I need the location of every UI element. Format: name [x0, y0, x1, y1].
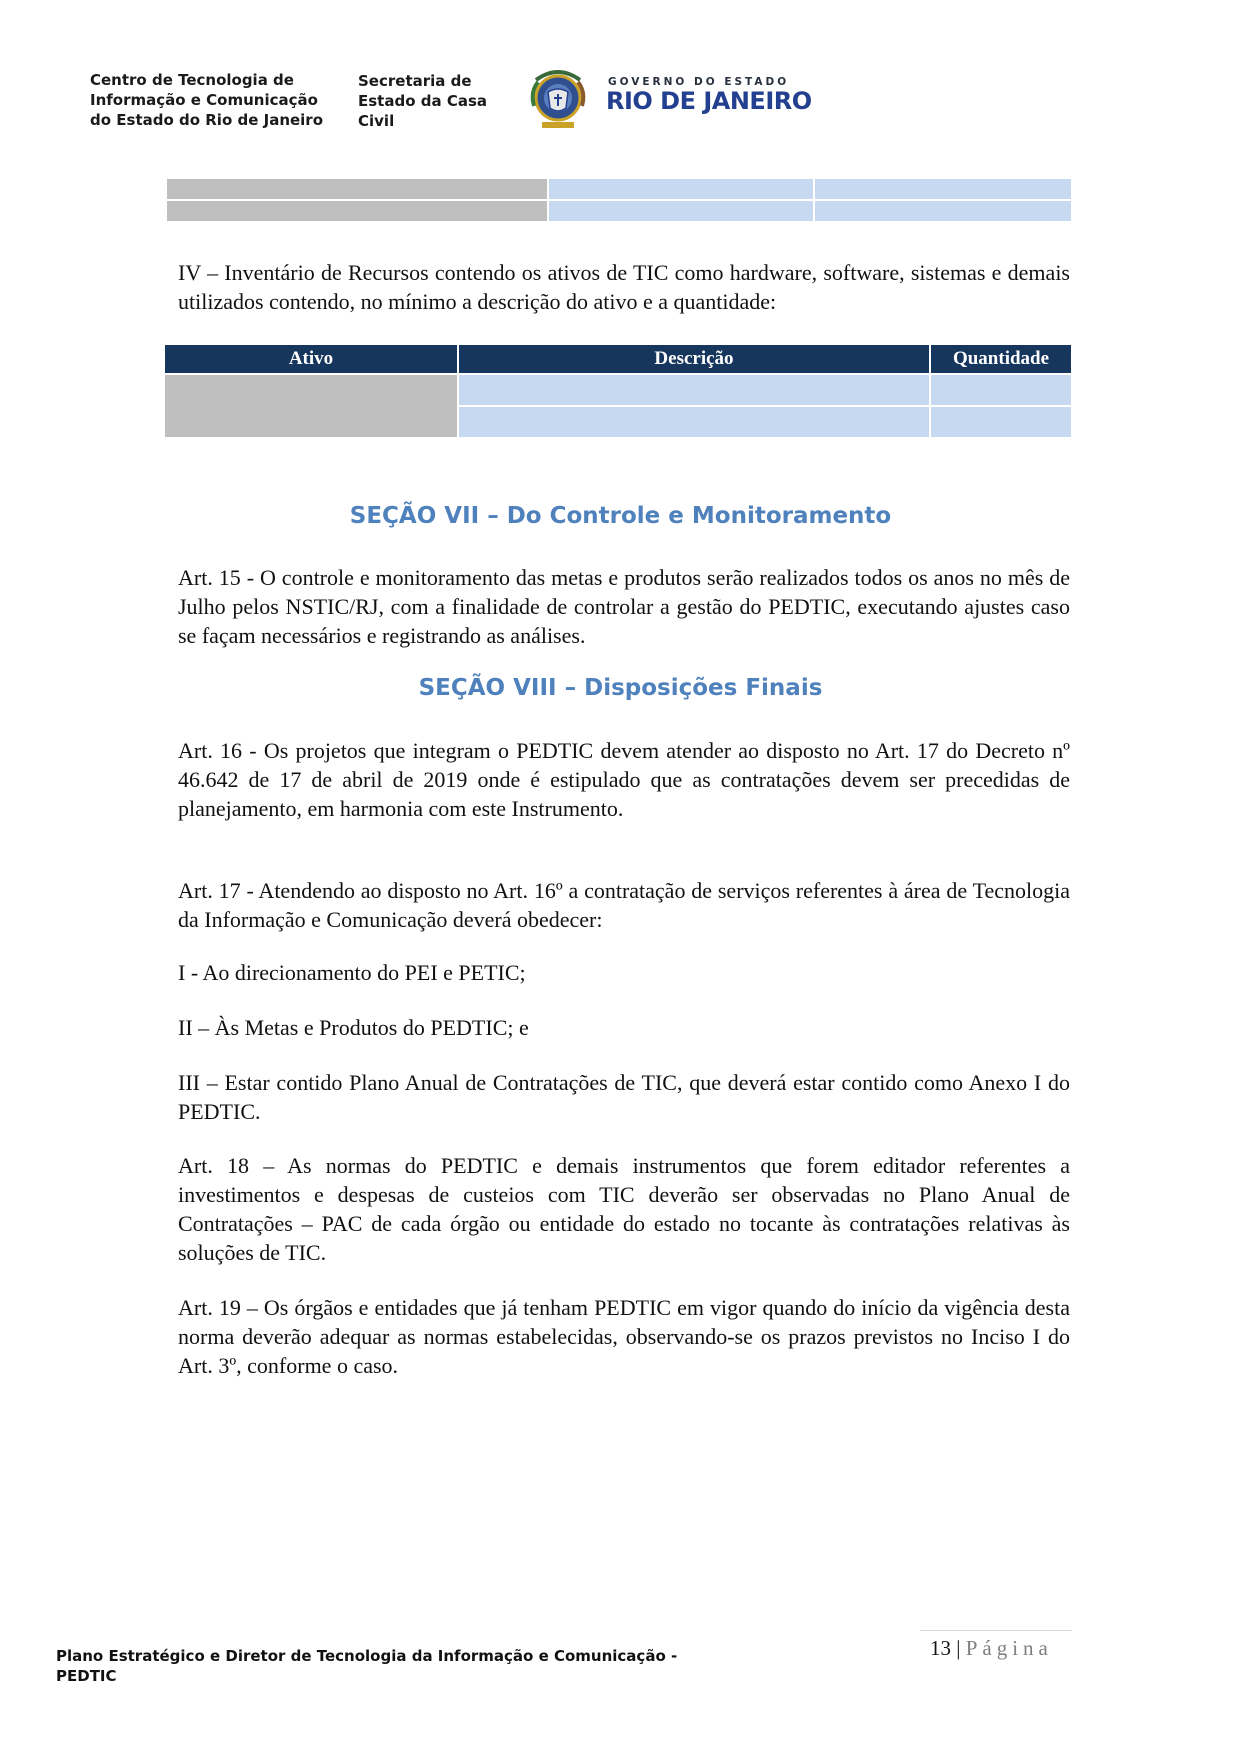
table-row	[167, 179, 1071, 199]
rj-government-logo	[528, 62, 812, 134]
page-separator: |	[956, 1636, 961, 1660]
column-header-descricao: Descrição	[459, 345, 929, 373]
table-cell	[167, 179, 547, 199]
footer-document-title	[56, 1646, 677, 1686]
logo-text-rio-de-janeiro: RIO DE JANEIRO	[606, 87, 812, 115]
item-iii-paragraph: III – Estar contido Plano Anual de Contratações de TIC, que deverá estar contido como Anexo I do PEDTIC.	[178, 1070, 1070, 1124]
table-header-row	[165, 345, 1071, 373]
header-org-line: do Estado do Rio de Janeiro	[90, 111, 324, 129]
footer-divider	[920, 1630, 1072, 1631]
art-18-paragraph: Art. 18 – As normas do PEDTIC e demais instrumentos que forem editador referentes a investimentos e despesas de custeios com TIC deverão ser observadas no Plano Anual de Contratações – PAC de cada órgão ou entidade do estado no tocante às contratações relativas às soluções de TIC.	[178, 1153, 1070, 1265]
coat-of-arms-icon	[528, 62, 588, 134]
table-cell	[931, 375, 1071, 405]
art-15-paragraph: Art. 15 - O controle e monitoramento das metas e produtos serão realizados todos os anos no mês de Julho pelos NSTIC/RJ, com a finalidade de controlar a gestão do PEDTIC, executando ajustes caso se façam necessários e registrando as análises.	[178, 565, 1070, 648]
table-cell	[815, 201, 1071, 221]
page-label: Página	[965, 1636, 1053, 1660]
header-org-line: Civil	[358, 112, 395, 130]
continued-table	[165, 177, 1073, 223]
table-cell	[167, 201, 547, 221]
item-i-paragraph: I - Ao direcionamento do PEI e PETIC;	[178, 960, 526, 985]
header-org-casa-civil	[358, 71, 487, 131]
column-header-ativo: Ativo	[165, 345, 457, 373]
art-16-paragraph: Art. 16 - Os projetos que integram o PEDTIC devem atender ao disposto no Art. 17 do Decreto nº 46.642 de 17 de abril de 2019 onde é estipulado que as contratações devem ser precedidas de planejamento, em harmonia com este Instrumento.	[178, 738, 1070, 821]
table-cell	[815, 179, 1071, 199]
footer-page-number	[930, 1636, 1053, 1661]
table-cell	[931, 407, 1071, 437]
table-row	[165, 375, 1071, 405]
art-19-paragraph: Art. 19 – Os órgãos e entidades que já tenham PEDTIC em vigor quando do início da vigência desta norma deverão adequar as normas estabelecidas, observando-se os prazos previstos no Inciso I do Art. 3º, conforme o caso.	[178, 1295, 1070, 1378]
item-iv-paragraph: IV – Inventário de Recursos contendo os ativos de TIC como hardware, software, sistemas e demais utilizados contendo, no mínimo a descrição do ativo e a quantidade:	[178, 260, 1070, 314]
table-cell	[549, 201, 813, 221]
header-org-line: Centro de Tecnologia de	[90, 71, 294, 89]
art-17-paragraph: Art. 17 - Atendendo ao disposto no Art. 16º a contratação de serviços referentes à área de Tecnologia da Informação e Comunicação deverá obedecer:	[178, 878, 1070, 932]
inventory-table	[163, 343, 1073, 439]
table-row	[167, 201, 1071, 221]
table-cell	[459, 375, 929, 405]
page-number: 13	[930, 1636, 951, 1660]
footer-title-line: Plano Estratégico e Diretor de Tecnologia da Informação e Comunicação -	[56, 1647, 678, 1665]
table-cell	[459, 407, 929, 437]
header-org-line: Secretaria de	[358, 72, 472, 90]
header-org-line: Estado da Casa	[358, 92, 487, 110]
column-header-quantidade: Quantidade	[931, 345, 1071, 373]
item-ii-paragraph: II – Às Metas e Produtos do PEDTIC; e	[178, 1015, 529, 1040]
table-cell	[165, 375, 457, 437]
header-org-ctic	[90, 70, 323, 130]
header-org-line: Informação e Comunicação	[90, 91, 318, 109]
section-vii-title: SEÇÃO VII – Do Controle e Monitoramento	[349, 503, 892, 529]
logo-text-governo: GOVERNO DO ESTADO	[608, 76, 790, 88]
footer-title-line: PEDTIC	[56, 1667, 117, 1685]
table-cell	[549, 179, 813, 199]
section-viii-title: SEÇÃO VIII – Disposições Finais	[418, 675, 823, 701]
